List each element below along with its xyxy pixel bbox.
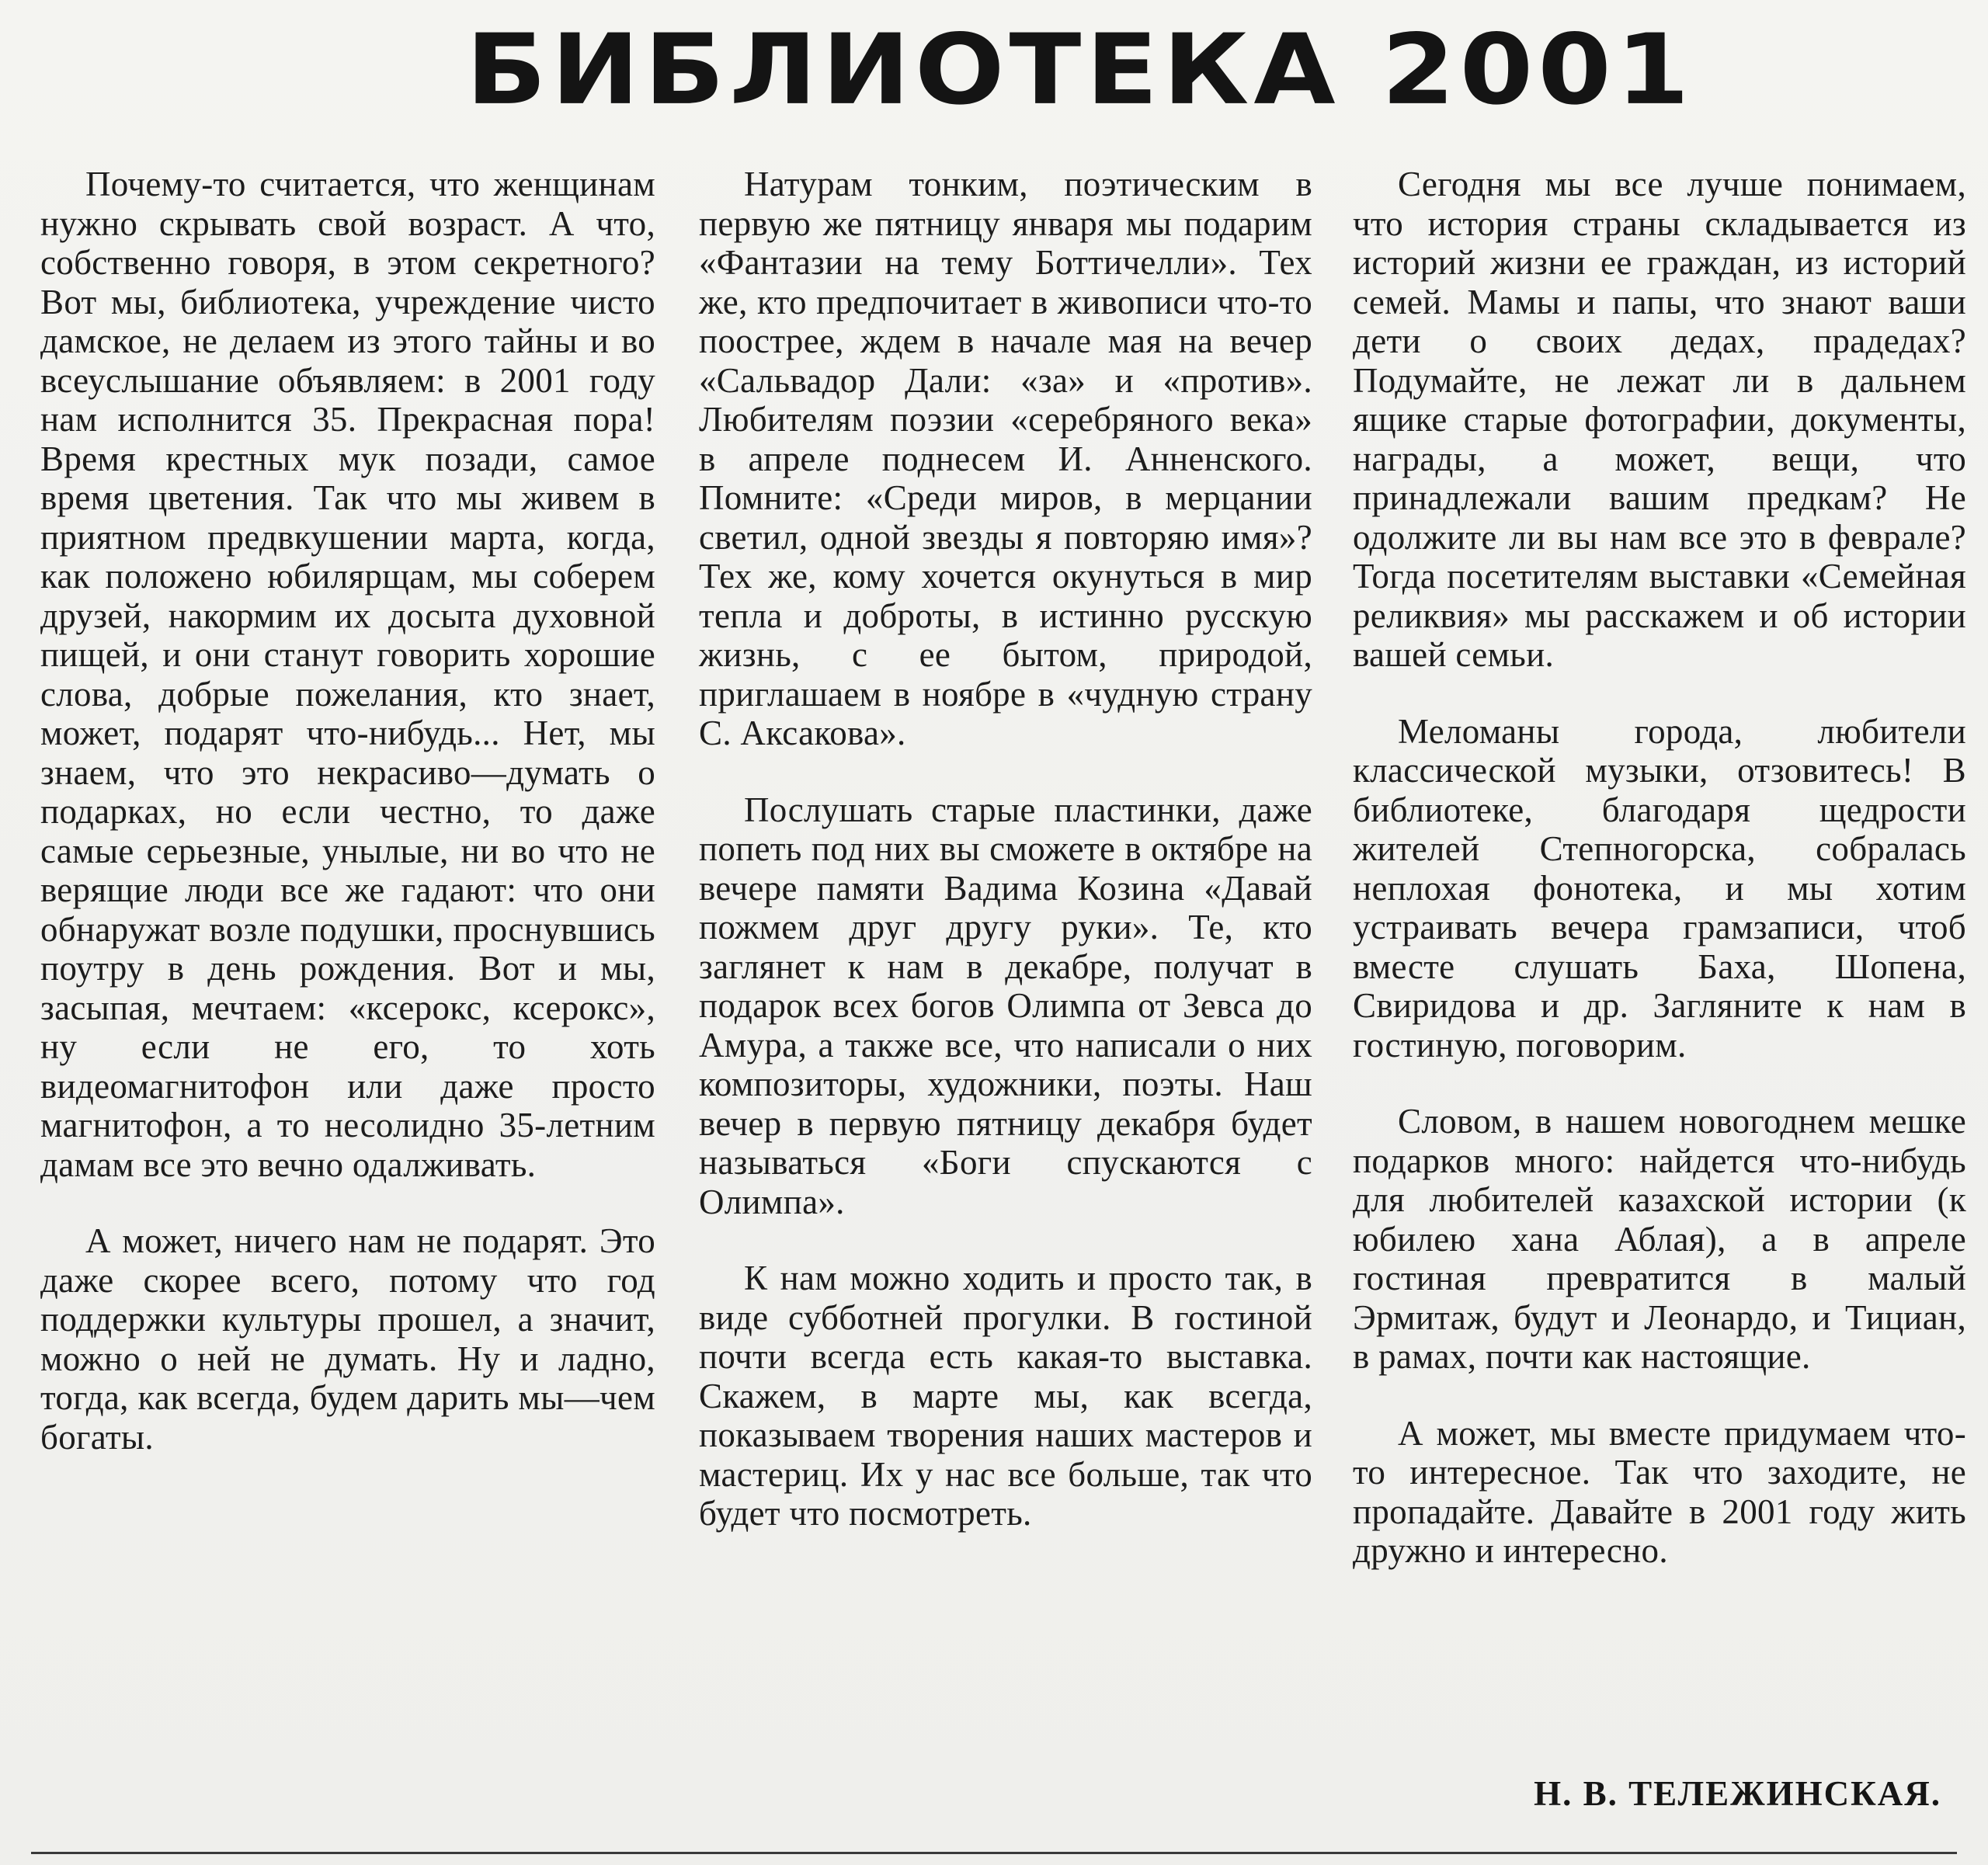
- paragraph: Послушать старые пластинки, даже попеть под них вы сможете в октябре на вечере памяти Вадима Козина «Давай пожмем друг другу руки». Те, кто заглянет к нам в декабре, получат в подарок всех богов Олимпа от Зевса до Амура, а также все, что написали о них композиторы, художники, поэты. Наш вечер в первую пятницу декабря будет называться «Боги спускаются с Олимпа».: [699, 790, 1312, 1221]
- article-title: БИБЛИОТЕКА 2001: [466, 13, 1694, 127]
- article-column-1: [40, 165, 655, 1457]
- article-column-3: [1353, 165, 1966, 1571]
- bottom-divider: [31, 1852, 1957, 1854]
- paragraph: А может, мы вместе придумаем что-то интересное. Так что заходите, не пропадайте. Давайте в 2001 году жить дружно и интересно.: [1353, 1413, 1966, 1570]
- author-signature: Н. В. ТЕЛЕЖИНСКАЯ.: [1534, 1774, 1941, 1813]
- paragraph: Меломаны города, любители классической музыки, отзовитесь! В библиотеке, благодаря щедрости жителей Степногорска, собралась неплохая фонотека, и мы хотим устраивать вечера грамзаписи, чтоб вместе слушать Баха, Шопена, Свиридова и др. Загляните к нам в гостиную, поговорим.: [1353, 711, 1966, 1064]
- paragraph: Словом, в нашем новогоднем мешке подарков много: найдется что-нибудь для любителей казахской истории (к юбилею хана Аблая), а в апреле гостиная превратится в малый Эрмитаж, будут и Леонардо, и Тициан, в рамах, почти как настоящие.: [1353, 1102, 1966, 1376]
- paragraph: Сегодня мы все лучше понимаем, что история страны складывается из историй жизни ее граждан, из историй семей. Мамы и папы, что знают ваши дети о своих дедах, прадедах? Подумайте, не лежат ли в дальнем ящике старые фотографии, документы, награды, а может, вещи, что принадлежали вашим предкам? Не одолжите ли вы нам все это в феврале? Тогда посетителям выставки «Семейная реликвия» мы расскажем и об истории вашей семьи.: [1353, 165, 1966, 674]
- paragraph: Почему-то считается, что женщинам нужно скрывать свой возраст. А что, собственно говоря, в этом секретного? Вот мы, библиотека, учреждение чисто дамское, не делаем из этого тайны и во всеуслышание объявляем: в 2001 году нам исполнится 35. Прекрасная пора! Время крестных мук позади, самое время цветения. Так что мы живем в приятном предвкушении марта, когда, как положено юбилярщам, мы соберем друзей, накормим их досыта духовной пищей, и они станут говорить хорошие слова, добрые пожелания, кто знает, может, подарят что-нибудь... Нет, мы знаем, что это некрасиво—думать о подарках, но если честно, то даже самые серьезные, унылые, ни во что не верящие люди все же гадают: что они обнаружат возле подушки, проснувшись поутру в день рождения. Вот и мы, засыпая, мечтаем: «ксерокс, ксерокс», ну если не его, то хоть видеомагнитофон или даже просто магнитофон, а то несолидно 35-летним дамам все это вечно одалживать.: [40, 165, 655, 1184]
- paragraph: А может, ничего нам не подарят. Это даже скорее всего, потому что год поддержки культуры прошел, а значит, можно о ней не думать. Ну и ладно, тогда, как всегда, будем дарить мы—чем богаты.: [40, 1221, 655, 1457]
- paragraph: Натурам тонким, поэтическим в первую же пятницу января мы подарим «Фантазии на тему Боттичелли». Тех же, кто предпочитает в живописи что-то поострее, ждем в начале мая на вечер «Сальвадор Дали: «за» и «против». Любителям поэзии «серебряного века» в апреле поднесем И. Анненского. Помните: «Среди миров, в мерцании светил, одной звезды я повторяю имя»? Тех же, кому хочется окунуться в мир тепла и доброты, в истинно русскую жизнь, с ее бытом, природой, приглашаем в ноябре в «чудную страну С. Аксакова».: [699, 165, 1312, 752]
- paragraph: К нам можно ходить и просто так, в виде субботней прогулки. В гостиной почти всегда есть какая-то выставка. Скажем, в марте мы, как всегда, показываем творения наших мастеров и мастериц. Их у нас все больше, так что будет что посмотреть.: [699, 1259, 1312, 1533]
- article-column-2: [699, 165, 1312, 1533]
